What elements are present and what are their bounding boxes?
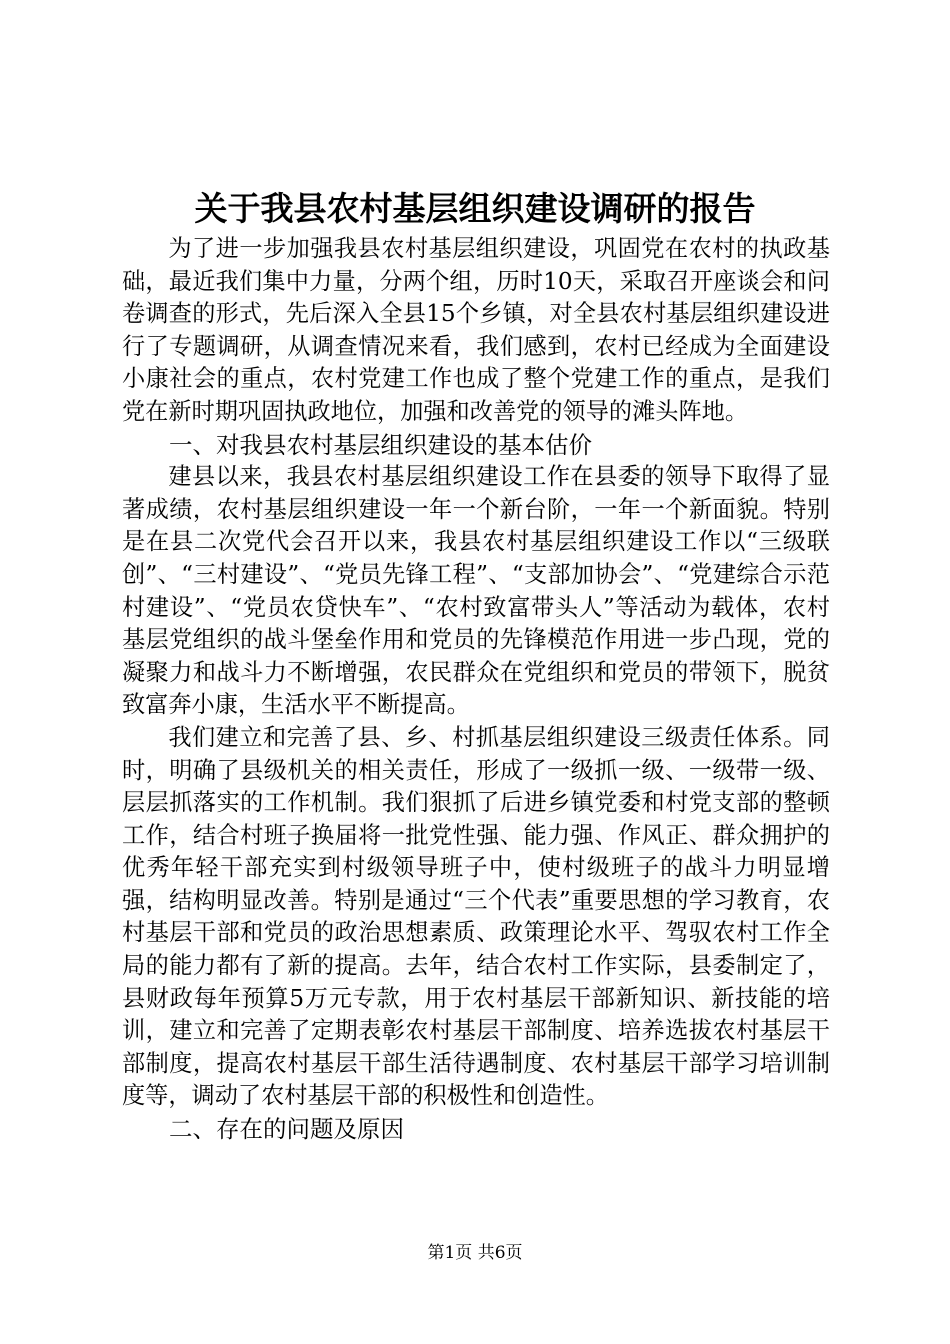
page-footer: 第1页 共6页: [427, 1243, 523, 1263]
document-body: [122, 233, 830, 1146]
document-title: 关于我县农村基层组织建设调研的报告: [194, 189, 756, 228]
section-heading-2: 二、存在的问题及原因: [169, 1115, 404, 1144]
body-paragraph-1: 建县以来，我县农村基层组织建设工作在县委的领导下取得了显著成绩，农村基层组织建设一年一个新台阶，一年一个新面貌。特别是在县二次党代会召开以来，我县农村基层组织建设工作以“三级联创”、“三村建设”、“党员先锋工程”、“支部加协会”、“党建综合示范村建设”、“党员农贷快车”、“农村致富带头人”等活动为载体，农村基层党组织的战斗堡垒作用和党员的先锋模范作用进一步凸现，党的凝聚力和战斗力不断增强，农民群众在党组织和党员的带领下，脱贫致富奔小康，生活水平不断提高。: [122, 463, 830, 719]
body-paragraph-2: 我们建立和完善了县、乡、村抓基层组织建设三级责任体系。同时，明确了县级机关的相关责任，形成了一级抓一级、一级带一级、层层抓落实的工作机制。我们狠抓了后进乡镇党委和村党支部的整顿工作，结合村班子换届将一批党性强、能力强、作风正、群众拥护的优秀年轻干部充实到村级领导班子中，使村级班子的战斗力明显增强，结构明显改善。特别是通过“三个代表”重要思想的学习教育，农村基层干部和党员的政治思想素质、政策理论水平、驾驭农村工作全局的能力都有了新的提高。去年，结合农村工作实际，县委制定了，县财政每年预算5万元专款，用于农村基层干部新知识、新技能的培训，建立和完善了定期表彰农村基层干部制度、培养选拔农村基层干部制度，提高农村基层干部生活待遇制度、农村基层干部学习培训制度等，调动了农村基层干部的积极性和创造性。: [122, 723, 830, 1110]
intro-paragraph: 为了进一步加强我县农村基层组织建设，巩固党在农村的执政基础，最近我们集中力量，分两个组，历时10天，采取召开座谈会和问卷调查的形式，先后深入全县15个乡镇，对全县农村基层组织建设进行了专题调研，从调查情况来看，我们感到，农村已经成为全面建设小康社会的重点，农村党建工作也成了整个党建工作的重点，是我们党在新时期巩固执政地位，加强和改善党的领导的滩头阵地。: [122, 235, 830, 425]
section-heading-1: 一、对我县农村基层组织建设的基本估价: [169, 430, 592, 459]
